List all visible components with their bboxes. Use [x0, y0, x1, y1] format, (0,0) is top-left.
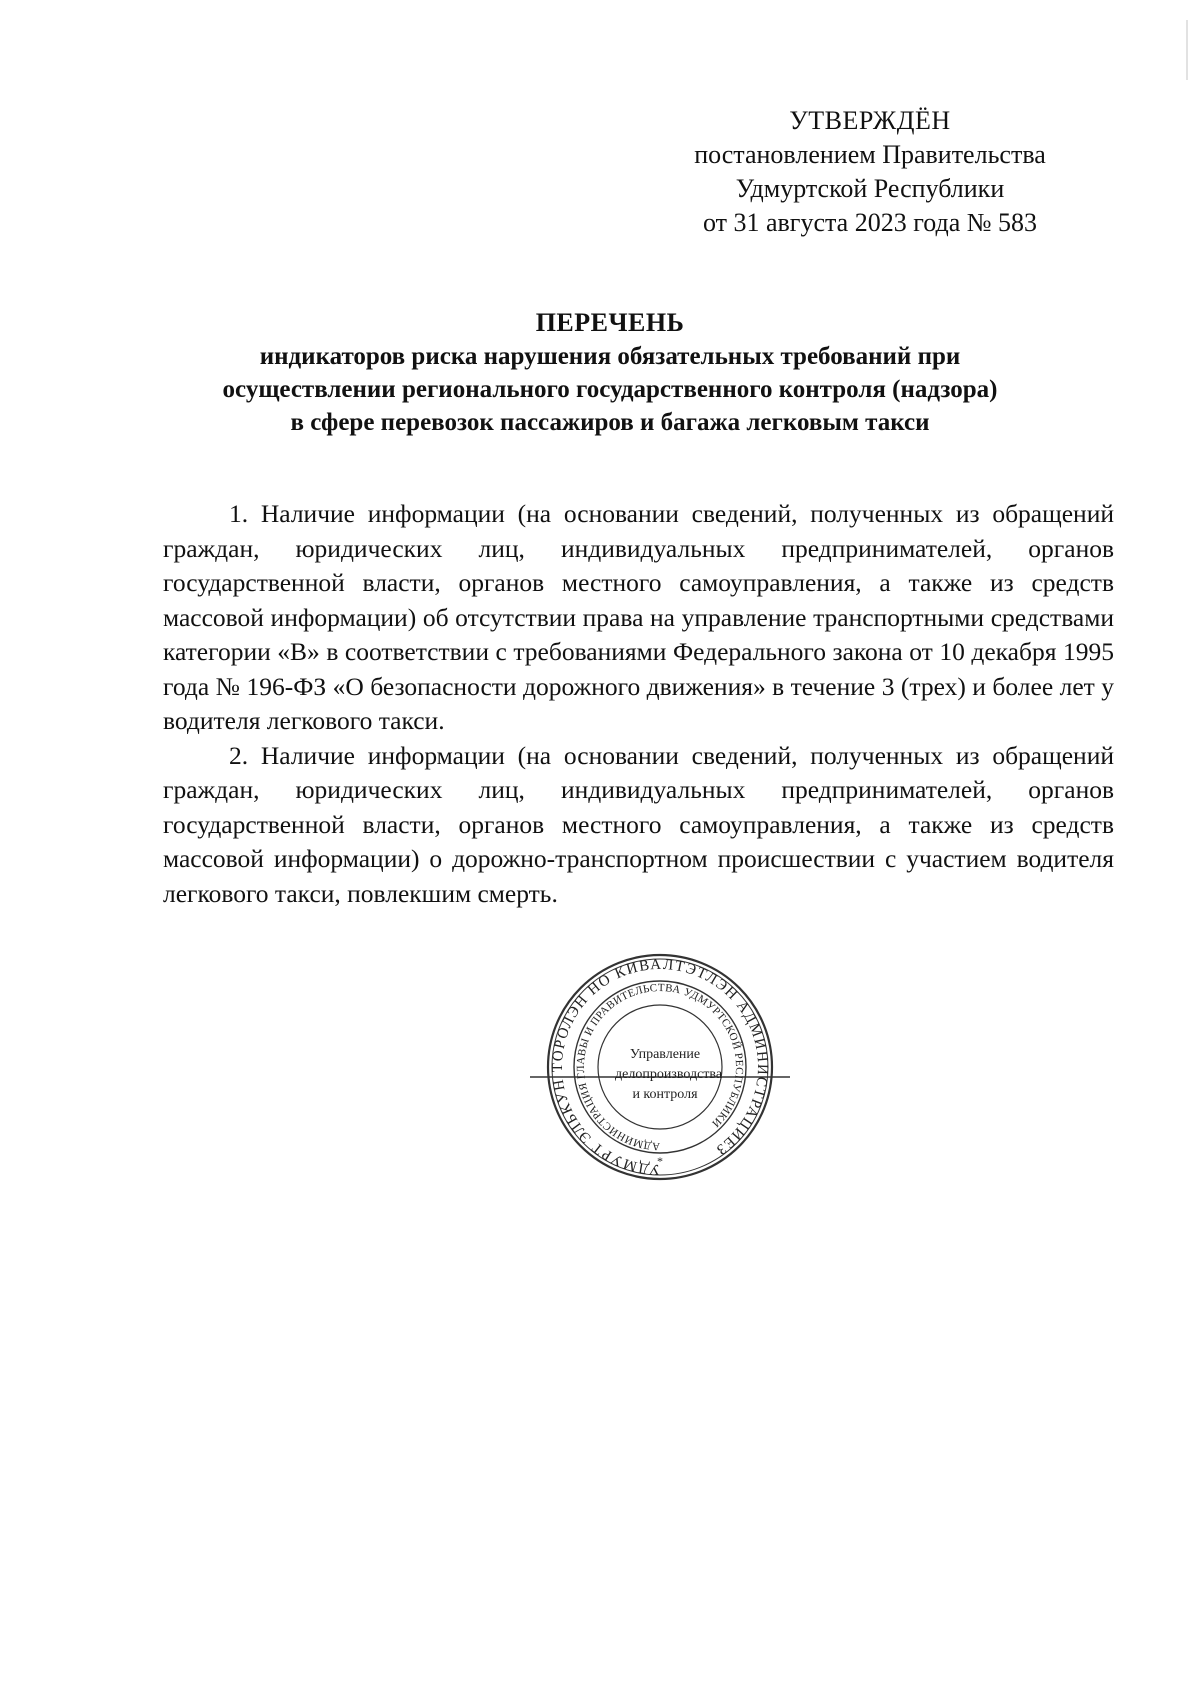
seal-center-line-2: делопроизводства [615, 1067, 723, 1082]
approval-block [640, 104, 1100, 240]
seal-outer-text: УДМУРТ ЭЛЬКУН ТОРОЛЭН НО КИВАЛТЭТЛЭН АДМИНИСТРАЦИЕЗ [550, 956, 771, 1178]
seal-center-label [615, 1045, 723, 1105]
heading-line-2: осуществлении регионального государственного контроля (надзора) [222, 376, 998, 403]
document-body [163, 497, 1114, 911]
approval-title: УТВЕРЖДЁН [789, 106, 951, 135]
list-item-1: 1. Наличие информации (на основании сведений, полученных из обращений граждан, юридических лиц, индивидуальных предпринимателей, органов государственной власти, органов местного самоуправления, а также из средств массовой информации) об отсутствии права на управление транспортными средствами категории «В» в соответствии с требованиями Федерального закона от 10 декабря 1995 года № 196-ФЗ «О безопасности дорожного движения» в течение 3 (трех) и более лет у водителя легкового такси. [163, 499, 1114, 735]
scan-edge-mark [1186, 20, 1188, 80]
heading-title: ПЕРЕЧЕНЬ [535, 308, 685, 337]
approval-line-1: постановлением Правительства [694, 140, 1046, 169]
seal-inner-text: АДМИНИСТРАЦИЯ ГЛАВЫ И ПРАВИТЕЛЬСТВА УДМУРТСКОЙ РЕСПУБЛИКИ [574, 981, 746, 1153]
official-seal [530, 953, 790, 1183]
list-item-2: 2. Наличие информации (на основании сведений, полученных из обращений граждан, юридических лиц, индивидуальных предпринимателей, органов государственной власти, органов местного самоуправления, а также из средств массовой информации) о дорожно-транспортном происшествии с участием водителя легкового такси, повлекшим смерть. [163, 740, 1114, 908]
svg-text:*: * [657, 1154, 663, 1168]
heading-line-1: индикаторов риска нарушения обязательных требований при [259, 343, 961, 370]
heading-line-3: в сфере перевозок пассажиров и багажа легковым такси [290, 409, 930, 436]
document-heading [130, 306, 1090, 439]
seal-center-line-1: Управление [629, 1047, 701, 1062]
approval-line-3: от 31 августа 2023 года № 583 [702, 208, 1038, 237]
approval-line-2: Удмуртской Республики [735, 174, 1005, 203]
seal-center-line-3: и контроля [632, 1087, 698, 1102]
